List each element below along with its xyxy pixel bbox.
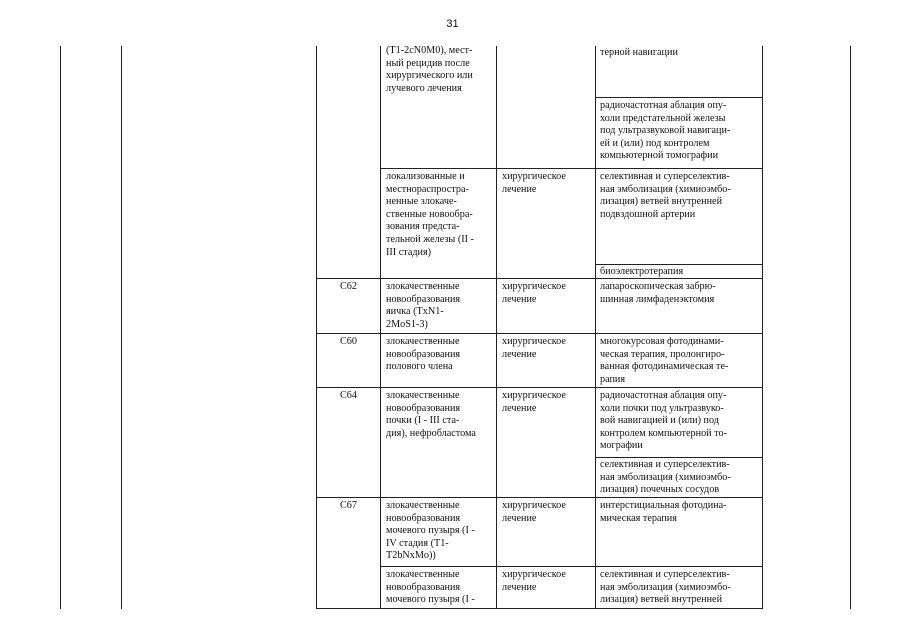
treatment-type-cell: хирургическое лечение (502, 390, 566, 414)
table-border-col6 (762, 46, 763, 609)
diagnosis-code: C64 (340, 390, 357, 401)
row-divider (316, 333, 762, 334)
row-divider (380, 566, 762, 567)
condition-cell: злокачественные новообразования мочевого пузыря (I - (386, 569, 475, 606)
table-border-col7 (850, 46, 851, 609)
table-border-col1 (121, 46, 122, 609)
treatment-type-cell: хирургическое лечение (502, 569, 566, 593)
diagnosis-code: C62 (340, 281, 357, 292)
table-border-col5 (595, 46, 596, 609)
row-divider (316, 497, 762, 498)
page-number: 31 (446, 18, 459, 30)
method-divider (595, 457, 762, 458)
condition-cell: злокачественные новообразования полового члена (386, 336, 461, 373)
method-cell: лапароскопическая забрю- шинная лимфаденэктомия (600, 281, 716, 305)
method-cell: интерстициальная фотодина- мическая терапия (600, 500, 727, 524)
method-cell: многокурсовая фотодинами- ческая терапия, пролонгиро- ванная фотодинамическая те- рапия (600, 336, 729, 385)
condition-cell: злокачественные новообразования яичка (TxN1- 2MoS1-3) (386, 281, 461, 330)
diagnosis-code: C67 (340, 500, 357, 511)
condition-cell: локализованные и местнораспростра- ненные злокаче- ственные новообра- зования предста- тельной железы (II - III стадия) (386, 171, 474, 258)
treatment-type-cell: хирургическое лечение (502, 500, 566, 524)
method-divider (595, 97, 762, 98)
method-cell: селективная и суперселектив- ная эмболизация (химиоэмбо- лизация) почечных сосудов (600, 459, 731, 496)
table-border-col2 (316, 46, 317, 609)
table-border-col3 (380, 46, 381, 609)
method-divider (595, 264, 762, 265)
condition-cell: (T1-2cN0M0), мест- ный рецидив после хирургического или лучевого лечения (386, 45, 473, 94)
row-divider (380, 168, 762, 169)
method-cell: биоэлектротерапия (600, 266, 684, 277)
method-cell: селективная и суперселектив- ная эмболизация (химиоэмбо- лизация) ветвей внутренней (600, 569, 731, 606)
diagnosis-code: C60 (340, 336, 357, 347)
method-cell: радиочастотная аблация опу- холи почки под ультразвуко- вой навигацией и (или) под контролем компьютерной то- мографии (600, 390, 727, 452)
treatment-type-cell: хирургическое лечение (502, 336, 566, 360)
method-cell: радиочастотная аблация опу- холи предстательной железы под ультразвуковой навигаци- ей и (или) под контролем компьютерной томографии (600, 100, 731, 162)
table-border-col4 (496, 46, 497, 609)
row-divider (316, 278, 762, 279)
treatment-type-cell: хирургическое лечение (502, 171, 566, 195)
table-border-bottom (316, 608, 762, 609)
condition-cell: злокачественные новообразования мочевого пузыря (I - IV стадия (T1- T2bNxMo)) (386, 500, 475, 562)
condition-cell: злокачественные новообразования почки (I - III ста- дия), нефробластома (386, 390, 476, 439)
method-cell: терной навигации (600, 47, 678, 58)
treatment-type-cell: хирургическое лечение (502, 281, 566, 305)
method-cell: селективная и суперселектив- ная эмболизация (химиоэмбо- лизация) ветвей внутренней подвздошной артерии (600, 171, 731, 220)
row-divider (316, 387, 762, 388)
table-border-left (60, 46, 61, 609)
